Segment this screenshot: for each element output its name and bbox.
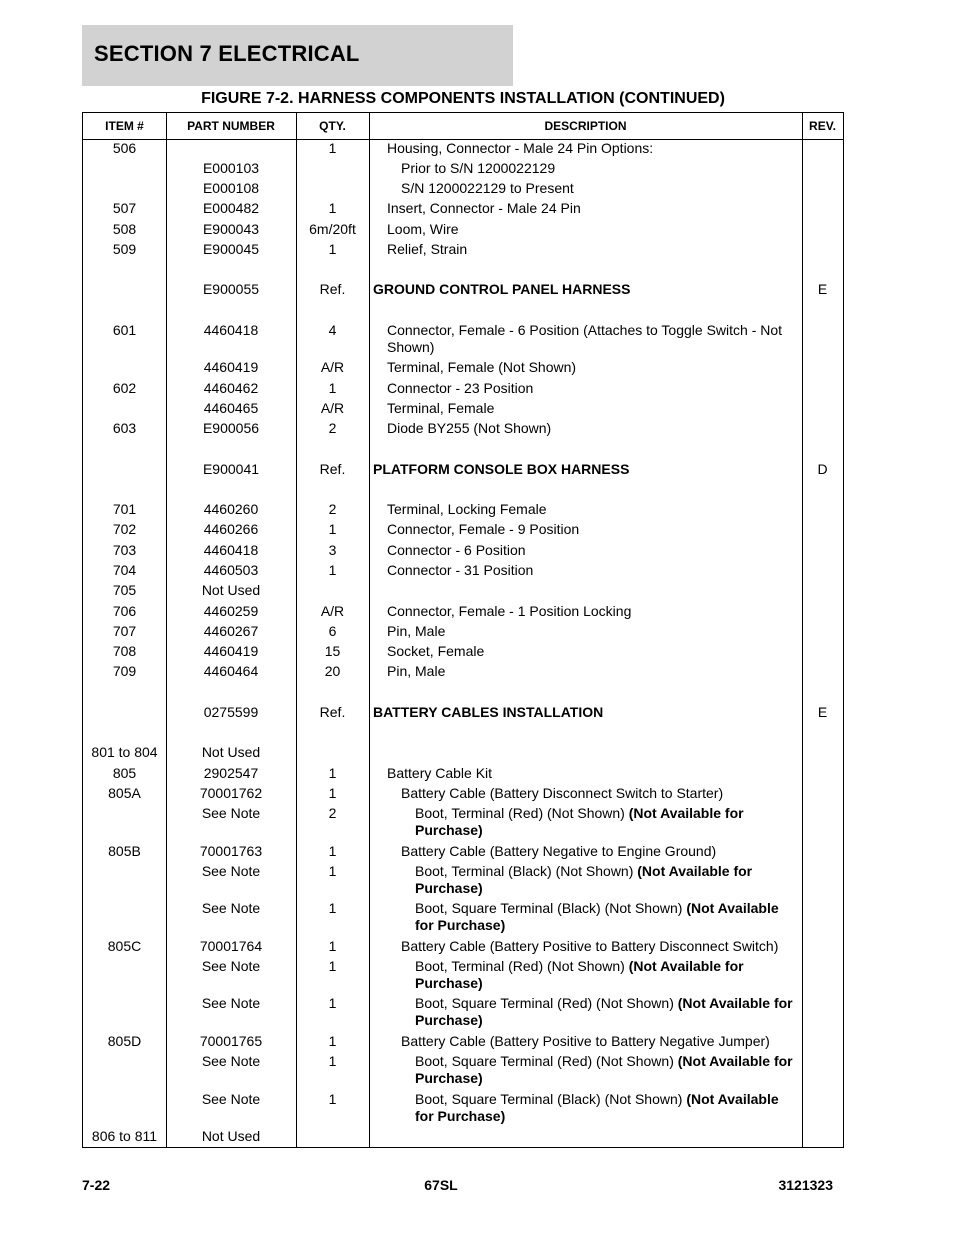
- item-number: 805B: [108, 843, 141, 859]
- description-text: Boot, Square Terminal (Red) (Not Shown): [415, 995, 678, 1011]
- item-number: 506: [112, 140, 137, 156]
- revision: D: [817, 461, 828, 477]
- footer-model: 67SL: [424, 1177, 458, 1193]
- item-number: 704: [112, 562, 137, 578]
- column-header-description: DESCRIPTION: [544, 119, 627, 133]
- column-divider: [369, 113, 370, 1147]
- description: [387, 241, 796, 258]
- description: [401, 785, 796, 802]
- description-text: Boot, Terminal (Red) (Not Shown): [415, 958, 629, 974]
- description-text: Pin, Male: [387, 663, 446, 679]
- item-number: 602: [112, 380, 137, 396]
- availability-note: (Not Available for Purchase): [415, 863, 753, 896]
- description-text: Terminal, Female (Not Shown): [387, 359, 577, 375]
- description-text: Boot, Terminal (Black) (Not Shown): [415, 863, 638, 879]
- footer-doc-number: 3121323: [778, 1177, 833, 1193]
- description: [387, 140, 796, 157]
- part-number: 0275599: [203, 704, 259, 720]
- quantity: Ref.: [319, 704, 346, 720]
- description: [387, 501, 796, 518]
- parts-table: [82, 112, 844, 1148]
- description-text: S/N 1200022129 to Present: [401, 180, 574, 196]
- assembly-heading: [373, 704, 796, 721]
- assembly-heading: [373, 461, 796, 478]
- quantity: 1: [328, 241, 337, 257]
- description-text: Battery Cable (Battery Negative to Engine Ground): [401, 843, 717, 859]
- item-number: 709: [112, 663, 137, 679]
- description-text: Connector, Female - 6 Position (Attaches to Toggle Switch - Not Shown): [387, 322, 783, 355]
- part-number: See Note: [201, 958, 261, 974]
- part-number: 2902547: [203, 765, 259, 781]
- description: [415, 805, 796, 839]
- description-text: Boot, Terminal (Red) (Not Shown): [415, 805, 629, 821]
- description: [387, 420, 796, 437]
- item-number: 805A: [108, 785, 141, 801]
- part-number: 4460266: [203, 521, 259, 537]
- item-number: 702: [112, 521, 137, 537]
- description: [387, 643, 796, 660]
- quantity: 1: [328, 380, 337, 396]
- quantity: 1: [328, 1033, 337, 1049]
- figure-title: FIGURE 7-2. HARNESS COMPONENTS INSTALLATION (CONTINUED): [201, 90, 725, 107]
- description: [387, 359, 796, 376]
- availability-note: (Not Available for Purchase): [415, 900, 779, 933]
- description-text: Loom, Wire: [387, 221, 459, 237]
- part-number: See Note: [201, 863, 261, 879]
- quantity: 1: [328, 140, 337, 156]
- description: [387, 603, 796, 620]
- description-text: Terminal, Locking Female: [387, 501, 547, 517]
- description-text: Connector - 6 Position: [387, 542, 526, 558]
- column-header-rev: REV.: [809, 119, 836, 133]
- description-text: Boot, Square Terminal (Black) (Not Shown): [415, 900, 687, 916]
- quantity: 1: [328, 995, 337, 1011]
- quantity: 6: [328, 623, 337, 639]
- quantity: 2: [328, 420, 337, 436]
- description-text: Terminal, Female: [387, 400, 495, 416]
- description: [401, 180, 796, 197]
- section-title: SECTION 7 ELECTRICAL: [94, 41, 360, 66]
- quantity: 1: [328, 562, 337, 578]
- quantity: 1: [328, 938, 337, 954]
- description-text: Battery Cable (Battery Positive to Battery Disconnect Switch): [401, 938, 779, 954]
- description-text: Prior to S/N 1200022129: [401, 160, 556, 176]
- description-text: Boot, Square Terminal (Black) (Not Shown): [415, 1091, 687, 1107]
- description: [401, 938, 796, 955]
- description: [415, 1091, 796, 1125]
- description-text: Diode BY255 (Not Shown): [387, 420, 552, 436]
- part-number: 70001763: [199, 843, 263, 859]
- quantity: 1: [328, 1091, 337, 1107]
- item-number: 708: [112, 643, 137, 659]
- item-number: 705: [112, 582, 137, 598]
- item-number: 706: [112, 603, 137, 619]
- quantity: A/R: [320, 603, 345, 619]
- description-text: PLATFORM CONSOLE BOX HARNESS: [373, 461, 630, 477]
- description-text: Battery Cable (Battery Disconnect Switch to Starter): [401, 785, 724, 801]
- quantity: 1: [328, 843, 337, 859]
- part-number: 4460465: [203, 400, 259, 416]
- description: [387, 200, 796, 217]
- quantity: 1: [328, 1053, 337, 1069]
- item-number: 707: [112, 623, 137, 639]
- description: [415, 958, 796, 992]
- quantity: 20: [324, 663, 341, 679]
- part-number: 70001765: [199, 1033, 263, 1049]
- part-number: See Note: [201, 1091, 261, 1107]
- quantity: 2: [328, 805, 337, 821]
- description: [387, 623, 796, 640]
- item-number: 805: [112, 765, 137, 781]
- quantity: A/R: [320, 400, 345, 416]
- part-number: 4460259: [203, 603, 259, 619]
- part-number: E900056: [202, 420, 260, 436]
- quantity: 2: [328, 501, 337, 517]
- item-number: 801 to 804: [91, 744, 158, 760]
- quantity: 1: [328, 521, 337, 537]
- description: [401, 1033, 796, 1050]
- item-number: 701: [112, 501, 137, 517]
- item-number: 601: [112, 322, 137, 338]
- assembly-heading: [373, 281, 796, 298]
- description: [387, 542, 796, 559]
- quantity: 15: [324, 643, 341, 659]
- description: [415, 900, 796, 934]
- description-text: Relief, Strain: [387, 241, 468, 257]
- item-number: 509: [112, 241, 137, 257]
- availability-note: (Not Available for Purchase): [415, 1091, 779, 1124]
- part-number: E000482: [202, 200, 260, 216]
- part-number: 4460419: [203, 359, 259, 375]
- availability-note: (Not Available for Purchase): [415, 958, 744, 991]
- part-number: 4460267: [203, 623, 259, 639]
- quantity: 1: [328, 958, 337, 974]
- item-number: 703: [112, 542, 137, 558]
- description-text: Socket, Female: [387, 643, 485, 659]
- item-number: 507: [112, 200, 137, 216]
- part-number: E900055: [202, 281, 260, 297]
- description: [401, 160, 796, 177]
- part-number: 4460418: [203, 322, 259, 338]
- part-number: 4460464: [203, 663, 259, 679]
- description: [415, 995, 796, 1029]
- quantity: Ref.: [319, 281, 346, 297]
- footer-page-number: 7-22: [82, 1177, 111, 1193]
- quantity: 1: [328, 863, 337, 879]
- description: [387, 322, 796, 356]
- quantity: 1: [328, 785, 337, 801]
- part-number: 4460419: [203, 643, 259, 659]
- item-number: 603: [112, 420, 137, 436]
- part-number: 4460503: [203, 562, 259, 578]
- description: [401, 843, 796, 860]
- part-number: 4460418: [203, 542, 259, 558]
- column-header-part-number: PART NUMBER: [187, 119, 275, 133]
- description-text: Connector, Female - 1 Position Locking: [387, 603, 632, 619]
- description: [387, 562, 796, 579]
- quantity: 4: [328, 322, 337, 338]
- availability-note: (Not Available for Purchase): [415, 805, 744, 838]
- description-text: BATTERY CABLES INSTALLATION: [373, 704, 604, 720]
- part-number: E000108: [202, 180, 260, 196]
- description-text: Connector - 23 Position: [387, 380, 534, 396]
- description: [387, 380, 796, 397]
- description: [415, 863, 796, 897]
- quantity: 3: [328, 542, 337, 558]
- availability-note: (Not Available for Purchase): [415, 1053, 793, 1086]
- description: [387, 221, 796, 238]
- availability-note: (Not Available for Purchase): [415, 995, 793, 1028]
- quantity: A/R: [320, 359, 345, 375]
- column-divider: [802, 113, 803, 1147]
- quantity: 1: [328, 765, 337, 781]
- part-number: 4460462: [203, 380, 259, 396]
- item-number: 805D: [107, 1033, 142, 1049]
- description: [387, 663, 796, 680]
- description-text: Battery Cable Kit: [387, 765, 493, 781]
- column-header-qty: QTY.: [319, 119, 346, 133]
- item-number: 806 to 811: [91, 1128, 158, 1144]
- part-number: Not Used: [201, 1128, 261, 1144]
- part-number: E000103: [202, 160, 260, 176]
- part-number: See Note: [201, 805, 261, 821]
- description-text: GROUND CONTROL PANEL HARNESS: [373, 281, 631, 297]
- revision: E: [817, 281, 828, 297]
- description-text: Boot, Square Terminal (Red) (Not Shown): [415, 1053, 678, 1069]
- quantity: 6m/20ft: [309, 221, 356, 237]
- description-text: Battery Cable (Battery Positive to Battery Negative Jumper): [401, 1033, 770, 1049]
- description-text: Insert, Connector - Male 24 Pin: [387, 200, 581, 216]
- description-text: Pin, Male: [387, 623, 446, 639]
- part-number: See Note: [201, 995, 261, 1011]
- description: [387, 765, 796, 782]
- part-number: Not Used: [201, 582, 261, 598]
- revision: E: [817, 704, 828, 720]
- part-number: E900041: [202, 461, 260, 477]
- part-number: See Note: [201, 900, 261, 916]
- description: [387, 521, 796, 538]
- column-header-item: ITEM #: [105, 119, 144, 133]
- part-number: 70001762: [199, 785, 263, 801]
- description: [387, 400, 796, 417]
- item-number: 805C: [107, 938, 142, 954]
- part-number: 70001764: [199, 938, 263, 954]
- quantity: 1: [328, 900, 337, 916]
- part-number: E900043: [202, 221, 260, 237]
- part-number: 4460260: [203, 501, 259, 517]
- description-text: Connector, Female - 9 Position: [387, 521, 580, 537]
- description-text: Connector - 31 Position: [387, 562, 534, 578]
- item-number: 508: [112, 221, 137, 237]
- quantity: 1: [328, 200, 337, 216]
- part-number: Not Used: [201, 744, 261, 760]
- quantity: Ref.: [319, 461, 346, 477]
- part-number: E900045: [202, 241, 260, 257]
- description: [415, 1053, 796, 1087]
- description-text: Housing, Connector - Male 24 Pin Options:: [387, 140, 654, 156]
- part-number: See Note: [201, 1053, 261, 1069]
